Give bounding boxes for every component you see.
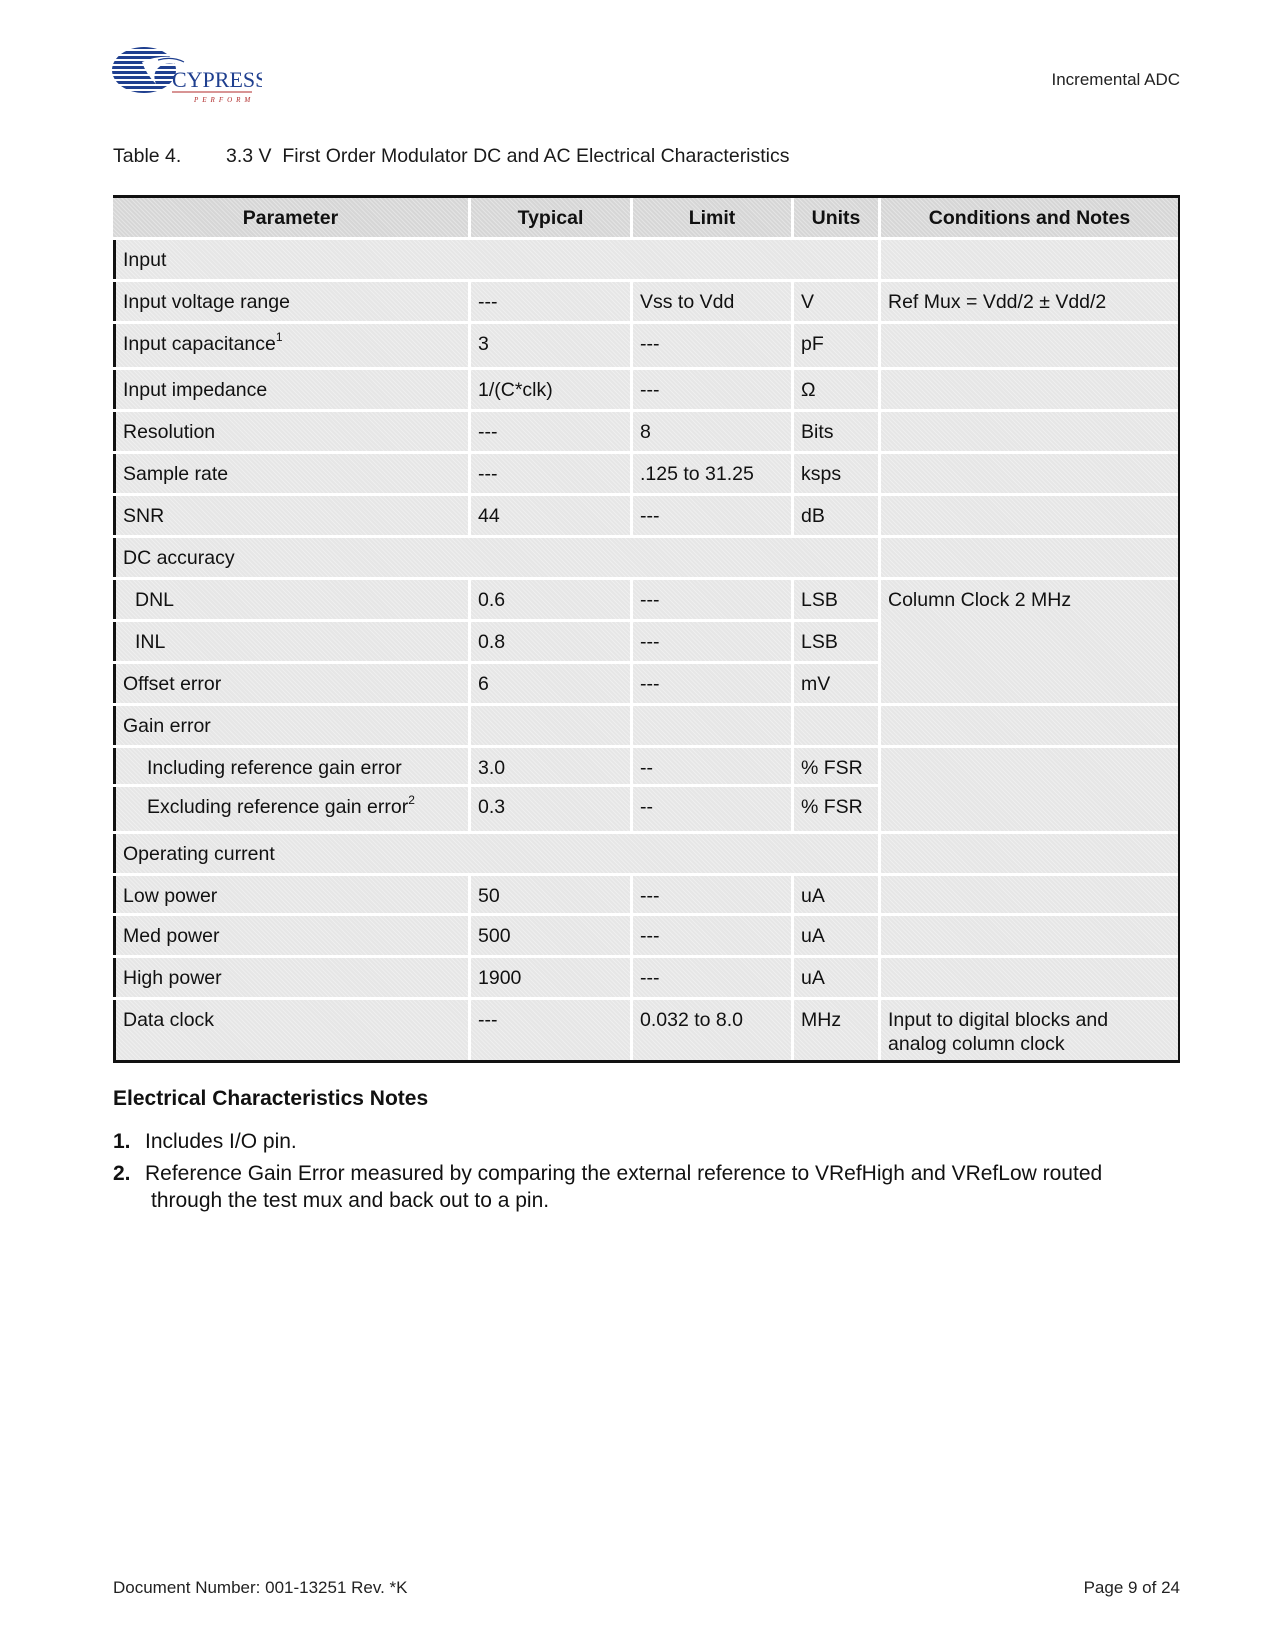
cell-limit	[633, 580, 791, 619]
cell-limit	[633, 496, 791, 535]
cell-typical	[471, 324, 630, 367]
typical-value: 0.6	[478, 589, 506, 611]
table-row	[113, 580, 1178, 619]
column-header-parameter: Parameter	[113, 198, 468, 237]
units-value: V	[801, 291, 815, 313]
cell-typical	[471, 496, 630, 535]
cell-typical	[471, 622, 630, 661]
typical-value: 50	[478, 885, 500, 907]
note-text-line2: through the test mux and back out to a pin.	[151, 1189, 550, 1212]
cell-parameter	[113, 834, 878, 873]
cell-parameter	[113, 916, 468, 955]
table-row	[113, 496, 1178, 535]
limit-value: ---	[640, 925, 660, 947]
cell-conditions	[881, 958, 1178, 997]
cell-units	[794, 324, 878, 367]
cell-conditions	[881, 834, 1178, 873]
note-number: 1.	[113, 1130, 131, 1153]
cell-typical	[471, 748, 630, 784]
cell-limit	[633, 370, 791, 409]
units-value: dB	[801, 505, 825, 527]
typical-value: 44	[478, 505, 500, 527]
table-row	[113, 370, 1178, 409]
cell-parameter	[113, 664, 468, 703]
parameter-name: Sample rate	[123, 463, 229, 485]
parameter-name: Excluding reference gain error	[147, 796, 409, 818]
cell-conditions	[881, 1000, 1178, 1060]
table-row	[113, 282, 1178, 321]
limit-value: Vss to Vdd	[640, 291, 735, 313]
note-number: 2.	[113, 1162, 131, 1185]
parameter-name: Data clock	[123, 1009, 215, 1031]
cell-conditions	[881, 876, 1178, 913]
units-value: Ω	[801, 379, 816, 401]
cell-units	[794, 748, 878, 784]
limit-value: 0.032 to 8.0	[640, 1009, 744, 1031]
cell-limit	[633, 706, 791, 745]
typical-value: 3	[478, 333, 489, 355]
parameter-name: DC accuracy	[123, 547, 235, 569]
limit-value: ---	[640, 333, 660, 355]
column-header-limit: Limit	[633, 198, 791, 237]
parameter-name: Resolution	[123, 421, 216, 443]
table-row	[113, 622, 1178, 661]
table-header-row	[113, 198, 1178, 237]
cell-conditions	[881, 916, 1178, 955]
units-value: uA	[801, 967, 825, 989]
cell-parameter	[113, 876, 468, 913]
table-row	[113, 324, 1178, 367]
conditions-value: Ref Mux = Vdd/2 ± Vdd/2	[888, 291, 1107, 313]
note-text: Includes I/O pin.	[145, 1130, 297, 1153]
cell-typical	[471, 1000, 630, 1060]
cell-parameter	[113, 370, 468, 409]
units-value: uA	[801, 885, 825, 907]
cell-conditions	[881, 282, 1178, 321]
cell-limit	[633, 787, 791, 831]
cell-typical	[471, 580, 630, 619]
cell-conditions	[881, 324, 1178, 367]
cell-limit	[633, 282, 791, 321]
electrical-characteristics-table	[113, 195, 1180, 1063]
cell-units	[794, 1000, 878, 1060]
parameter-name: Input voltage range	[123, 291, 290, 313]
cell-typical	[471, 664, 630, 703]
note-text-line1: Reference Gain Error measured by comparing the external reference to VRefHigh and VRefLow routed	[145, 1162, 1103, 1185]
parameter-name: Low power	[123, 885, 218, 907]
units-value: mV	[801, 673, 831, 695]
cell-parameter	[113, 706, 468, 745]
cell-limit	[633, 1000, 791, 1060]
cell-typical	[471, 370, 630, 409]
parameter-name: Input capacitance	[123, 333, 276, 355]
typical-value: 0.8	[478, 631, 506, 653]
units-value: ksps	[801, 463, 842, 485]
cell-parameter	[113, 240, 878, 279]
cell-conditions	[881, 370, 1178, 409]
cell-limit	[633, 324, 791, 367]
column-header-conditions: Conditions and Notes	[881, 198, 1178, 237]
units-value: % FSR	[801, 757, 863, 779]
typical-value: ---	[478, 463, 498, 485]
cell-typical	[471, 958, 630, 997]
table-row	[113, 454, 1178, 493]
units-value: pF	[801, 333, 824, 355]
cell-parameter	[113, 1000, 468, 1060]
conditions-value: Input to digital blocks and analog column clock	[888, 1009, 1109, 1055]
limit-value: --	[640, 757, 653, 779]
parameter-name: Input impedance	[123, 379, 268, 401]
cell-units	[794, 916, 878, 955]
typical-value: ---	[478, 421, 498, 443]
limit-value: 8	[640, 421, 651, 443]
parameter-name: Med power	[123, 925, 220, 947]
parameter-name: Including reference gain error	[147, 757, 402, 779]
cell-parameter	[113, 748, 468, 784]
table-row	[113, 664, 1178, 703]
parameter-name: DNL	[135, 589, 175, 611]
units-value: uA	[801, 925, 825, 947]
cell-conditions	[881, 538, 1178, 577]
units-value: % FSR	[801, 796, 863, 818]
cell-typical	[471, 706, 630, 745]
limit-value: --	[640, 796, 653, 818]
table-row	[113, 240, 1178, 279]
note-1	[113, 1128, 1183, 1155]
units-value: Bits	[801, 421, 834, 443]
parameter-name: Input	[123, 249, 167, 271]
cell-conditions	[881, 706, 1178, 745]
limit-value: ---	[640, 505, 660, 527]
cell-limit	[633, 454, 791, 493]
cell-units	[794, 622, 878, 661]
cell-typical	[471, 876, 630, 913]
cell-parameter	[113, 324, 468, 367]
cell-units	[794, 787, 878, 831]
cell-conditions	[881, 454, 1178, 493]
table-row	[113, 412, 1178, 451]
cell-units	[794, 706, 878, 745]
cell-limit	[633, 958, 791, 997]
typical-value: 500	[478, 925, 511, 947]
conditions-value: Column Clock 2 MHz	[888, 589, 1072, 611]
parameter-name: SNR	[123, 505, 165, 527]
cell-units	[794, 370, 878, 409]
cell-typical	[471, 412, 630, 451]
cell-parameter	[113, 282, 468, 321]
cell-units	[794, 282, 878, 321]
units-value: LSB	[801, 631, 838, 653]
table-row	[113, 958, 1178, 997]
table-row	[113, 1000, 1178, 1060]
cell-units	[794, 664, 878, 703]
column-header-typical: Typical	[471, 198, 630, 237]
table-number: Table 4.	[113, 145, 182, 167]
note-2	[113, 1160, 1183, 1214]
parameter-name: High power	[123, 967, 222, 989]
cell-limit	[633, 412, 791, 451]
parameter-name: Operating current	[123, 843, 275, 865]
cell-parameter	[113, 787, 468, 831]
cell-units	[794, 454, 878, 493]
cell-limit	[633, 748, 791, 784]
cell-typical	[471, 787, 630, 831]
running-header-title: Incremental ADC	[1051, 70, 1180, 89]
cell-typical	[471, 454, 630, 493]
limit-value: ---	[640, 673, 660, 695]
document-number: Document Number: 001-13251 Rev. *K	[113, 1578, 408, 1597]
column-header-units: Units	[794, 198, 878, 237]
cell-limit	[633, 664, 791, 703]
cell-limit	[633, 622, 791, 661]
typical-value: 0.3	[478, 796, 506, 818]
parameter-name: INL	[135, 631, 166, 653]
cell-units	[794, 958, 878, 997]
cell-conditions	[881, 496, 1178, 535]
typical-value: 1/(C*clk)	[478, 379, 553, 401]
table-row	[113, 706, 1178, 745]
cell-conditions	[881, 412, 1178, 451]
page-number: Page 9 of 24	[1083, 1578, 1180, 1597]
typical-value: 6	[478, 673, 489, 695]
cell-typical	[471, 282, 630, 321]
limit-value: ---	[640, 967, 660, 989]
typical-value: ---	[478, 1009, 498, 1031]
logo-wordmark: CYPRESS	[172, 67, 262, 92]
table-row	[113, 787, 1178, 831]
limit-value: .125 to 31.25	[640, 463, 754, 485]
typical-value: 3.0	[478, 757, 506, 779]
cell-parameter	[113, 412, 468, 451]
logo-tagline: PERFORM	[194, 96, 255, 104]
footnote-ref: 2	[408, 793, 415, 807]
cell-units	[794, 876, 878, 913]
cypress-logo-mark	[112, 44, 262, 106]
table-row	[113, 876, 1178, 913]
notes-heading: Electrical Characteristics Notes	[113, 1087, 429, 1110]
limit-value: ---	[640, 631, 660, 653]
typical-value: 1900	[478, 967, 522, 989]
cell-units	[794, 580, 878, 619]
cell-units	[794, 412, 878, 451]
units-value: LSB	[801, 589, 838, 611]
cell-limit	[633, 876, 791, 913]
cell-typical	[471, 916, 630, 955]
table-row	[113, 834, 1178, 873]
footnote-ref: 1	[275, 330, 283, 344]
limit-value: ---	[640, 885, 660, 907]
limit-value: ---	[640, 379, 660, 401]
units-value: MHz	[801, 1009, 842, 1031]
table-title: 3.3 V First Order Modulator DC and AC Electrical Characteristics	[226, 145, 790, 167]
table-row	[113, 538, 1178, 577]
cell-parameter	[113, 622, 468, 661]
typical-value: ---	[478, 291, 498, 313]
cell-conditions	[881, 240, 1178, 279]
table-caption	[113, 145, 790, 168]
limit-value: ---	[640, 589, 660, 611]
cell-parameter	[113, 580, 468, 619]
cell-parameter	[113, 454, 468, 493]
table-row	[113, 916, 1178, 955]
table-row	[113, 748, 1178, 784]
cell-parameter	[113, 958, 468, 997]
parameter-name: Gain error	[123, 715, 211, 737]
cell-parameter	[113, 538, 878, 577]
cell-units	[794, 496, 878, 535]
cell-limit	[633, 916, 791, 955]
cypress-logo	[112, 44, 262, 106]
cell-parameter	[113, 496, 468, 535]
parameter-name: Offset error	[123, 673, 222, 695]
